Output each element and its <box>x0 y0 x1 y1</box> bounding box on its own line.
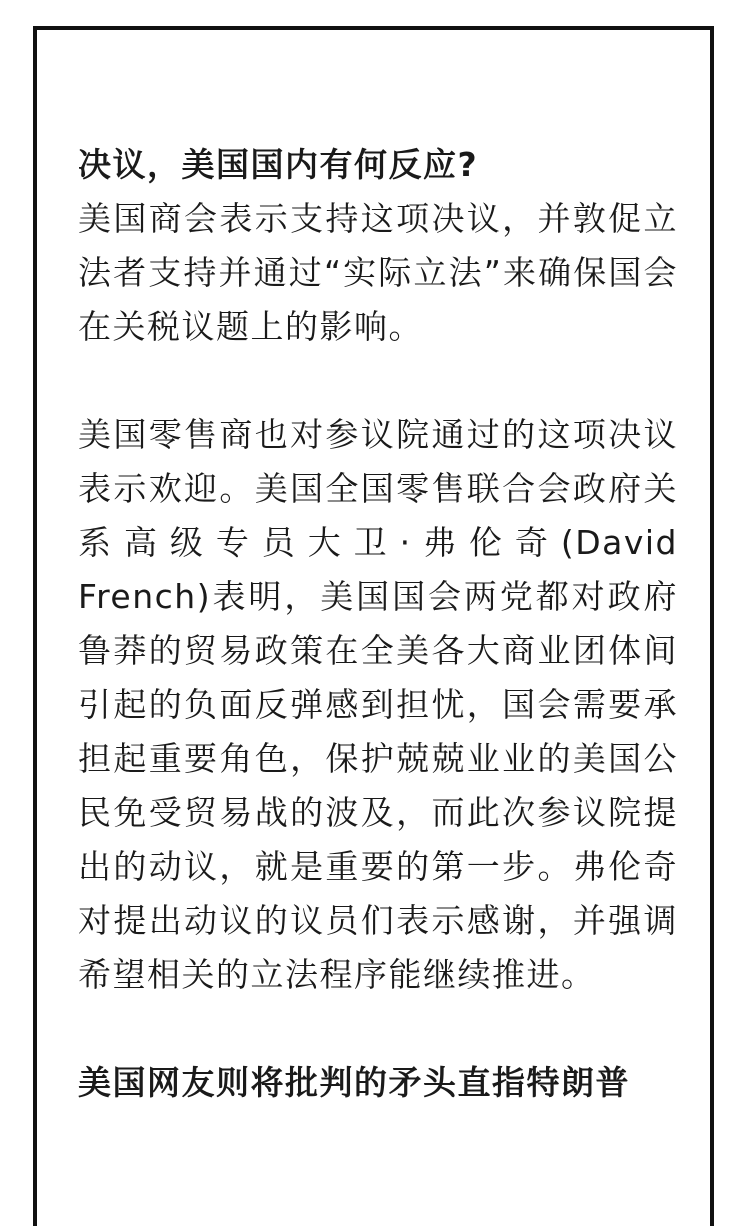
article-body <box>78 138 678 1110</box>
paragraph-chamber-of-commerce: 美国商会表示支持这项决议，并敦促立法者支持并通过“实际立法”来确保国会在关税议题上的影响。 <box>78 199 678 346</box>
section-heading: 决议，美国国内有何反应? <box>78 145 479 184</box>
paragraph-spacer <box>78 354 678 408</box>
section-heading-netizens: 美国网友则将批判的矛头直指特朗普 <box>78 1063 630 1102</box>
paragraph-spacer <box>78 1002 678 1056</box>
paragraph-retailers: 美国零售商也对参议院通过的这项决议表示欢迎。美国全国零售联合会政府关系高级专员大卫·弗伦奇(David French)表明，美国国会两党都对政府鲁莽的贸易政策在全美各大商业团体间引起的负面反弹感到担忧，国会需要承担起重要角色，保护兢兢业业的美国公民免受贸易战的波及，而此次参议院提出的动议，就是重要的第一步。弗伦奇对提出动议的议员们表示感谢，并强调希望相关的立法程序能继续推进。 <box>78 415 678 994</box>
